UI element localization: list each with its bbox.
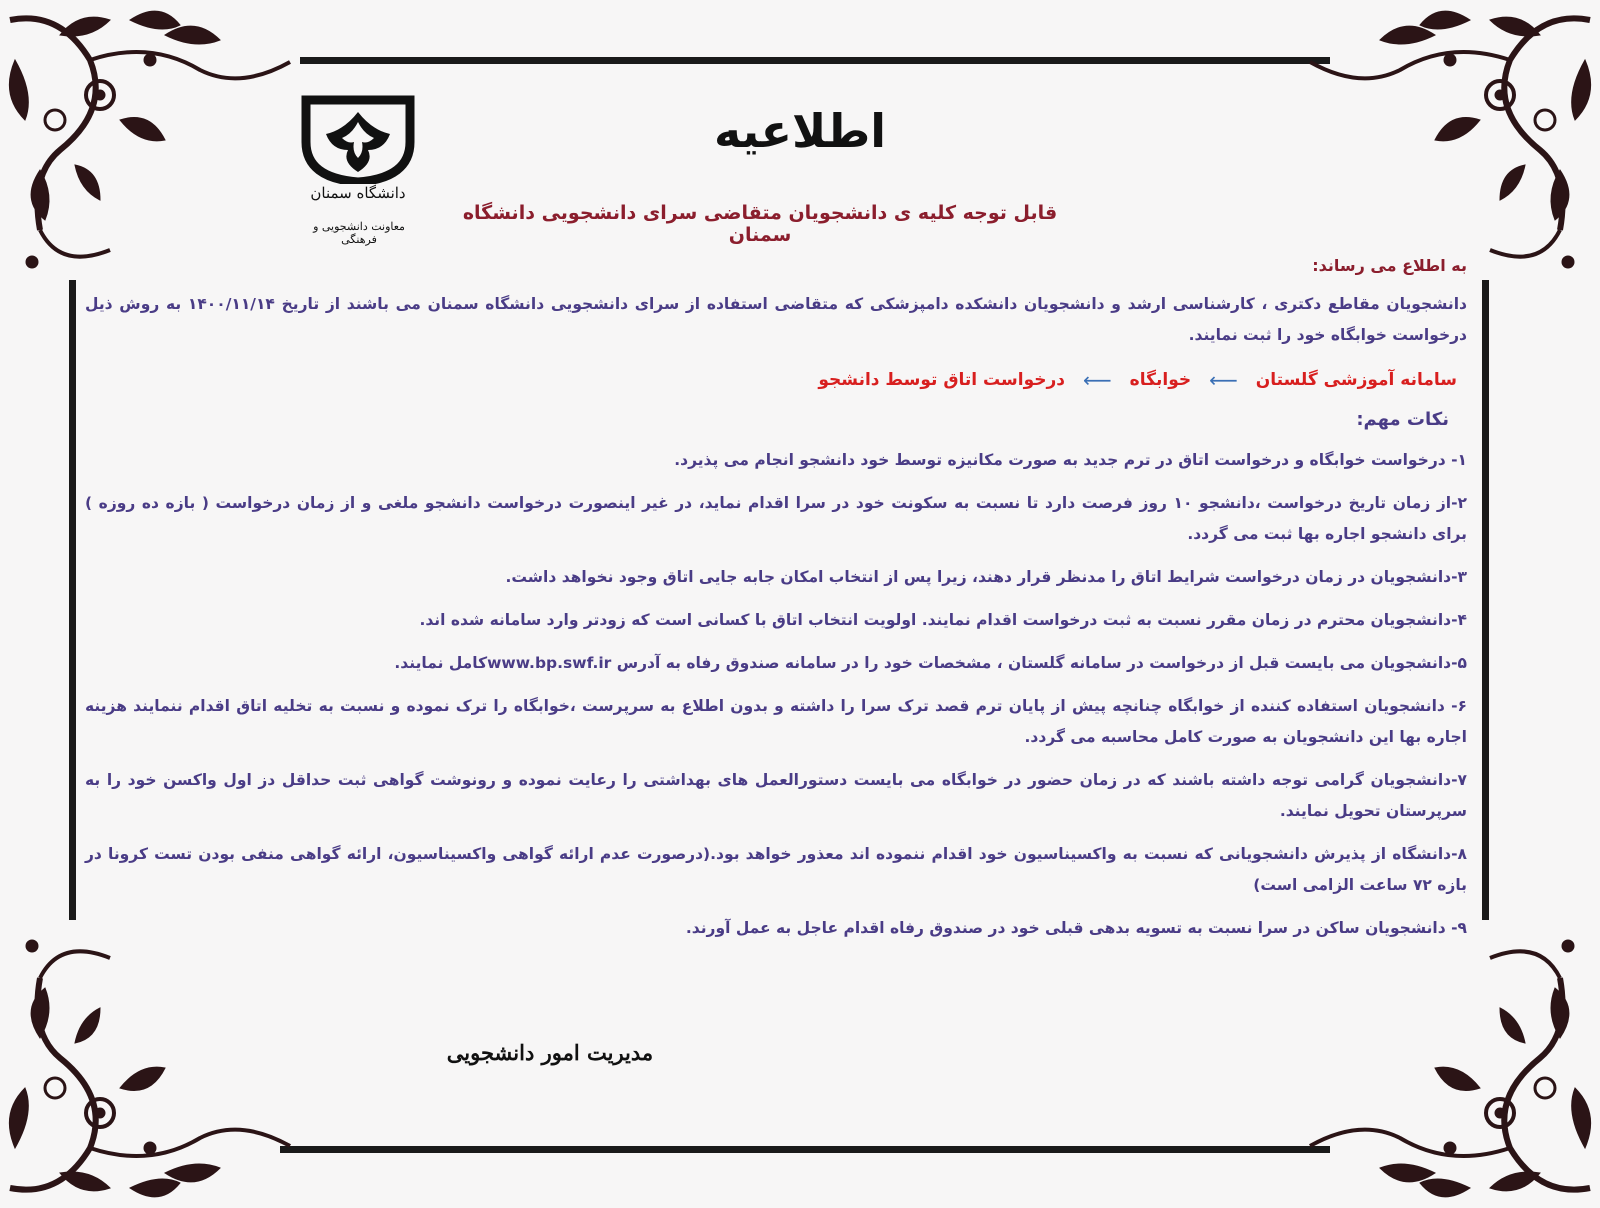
note-item: ۶- دانشجویان استفاده کننده از خوابگاه چنانچه پیش از پایان ترم قصد ترک سرا را داشته و بدون اطلاع به سرپرست ،خوابگاه را ترک نموده و نسبت به تخلیه اتاق اقدام ننمایند هزینه اجاره بها این دانشجویان به صورت کامل محاسبه می گردد. (85, 697, 1467, 746)
note-item: ۲-از زمان تاریخ درخواست ،دانشجو ۱۰ روز فرصت دارد تا نسبت به سکونت خود در سرا اقدام نماید، در غیر اینصورت درخواست دانشجو ملغی و از زمان درخواست ( بازه ده روزه ) برای دانشجو اجاره بها ثبت می گردد. (85, 494, 1467, 543)
intro-paragraph: دانشجویان مقاطع دکتری ، کارشناسی ارشد و دانشجویان دانشکده دامپزشکی که متقاضی استفاده از سرای دانشجویی دانشگاه سمنان می باشند از تاریخ ۱۴۰۰/۱۱/۱۴ به روش ذیل درخواست خوابگاه خود را ثبت نمایند. (85, 295, 1468, 344)
arrow-left-icon: ⟵ (1083, 368, 1112, 392)
ornament-top-left (0, 0, 300, 290)
note-item: ۳-دانشجویان در زمان درخواست شرایط اتاق را مدنظر قرار دهند، زیرا پس از انتخاب امکان جابه جایی اتاق وجود نخواهد داشت. (505, 568, 1467, 586)
notes-heading: نکات مهم: (1356, 409, 1449, 430)
navigation-path (85, 365, 1457, 396)
page-subtitle: قابل توجه کلیه ی دانشجویان متقاضی سرای دانشجویی دانشگاه سمنان (462, 202, 1058, 246)
logo-university-name: دانشگاه سمنان (310, 184, 406, 202)
ornament-bottom-left (0, 918, 300, 1208)
note-item: ۹- دانشجویان ساکن در سرا نسبت به تسویه بدهی قبلی خود در صندوق رفاه اقدام عاجل به عمل آورند. (685, 919, 1467, 937)
intro-text: به اطلاع می رساند: (1312, 256, 1467, 275)
frame-right-line (1482, 280, 1489, 920)
note-item: ۸-دانشگاه از پذیرش دانشجویانی که نسبت به واکسیناسیون خود اقدام ننموده اند معذور خواهد بود.(درصورت عدم ارائه گواهی واکسیناسیون، ارائه گواهی منفی بودن تست کرونا در بازه ۷۲ ساعت الزامی است) (85, 845, 1467, 894)
note-item: ۷-دانشجویان گرامی توجه داشته باشند که در زمان حضور در خوابگاه می بایست دستورالعمل های بهداشتی را رعایت نموده و رونوشت گواهی ثبت حداقل دز اول واکسن خود را به سرپرستان تحویل نمایند. (85, 771, 1467, 820)
path-step-room-request: درخواست اتاق توسط دانشجو (818, 370, 1065, 390)
path-step-dormitory: خوابگاه (1129, 370, 1192, 390)
university-emblem-icon (296, 92, 420, 184)
ornament-bottom-right (1300, 918, 1600, 1208)
announcement-body (85, 250, 1467, 956)
signature: مدیریت امور دانشجویی (446, 1040, 654, 1065)
university-logo (296, 92, 426, 252)
floral-ornament-icon (1300, 0, 1600, 290)
floral-ornament-icon (0, 918, 300, 1208)
note-item: ۵-دانشجویان می بایست قبل از درخواست در سامانه گلستان ، مشخصات خود را در سامانه صندوق رفاه به آدرس www.bp.swf.irکامل نمایند. (394, 654, 1467, 672)
floral-ornament-icon (1300, 918, 1600, 1208)
frame-bottom-line (280, 1146, 1330, 1153)
logo-department: معاونت دانشجویی و فرهنگی (313, 220, 405, 246)
note-item: ۱- درخواست خوابگاه و درخواست اتاق در ترم جدید به صورت مکانیزه توسط خود دانشجو انجام می پذیرد. (674, 451, 1467, 469)
arrow-left-icon: ⟵ (1209, 368, 1238, 392)
floral-ornament-icon (0, 0, 300, 290)
frame-left-line (69, 280, 76, 920)
path-step-golestan: سامانه آموزشی گلستان (1255, 370, 1457, 390)
page-title: اطلاعیه (713, 104, 887, 158)
frame-top-line (300, 57, 1330, 64)
note-item: ۴-دانشجویان محترم در زمان مقرر نسبت به ثبت درخواست اقدام نمایند. اولویت انتخاب اتاق با کسانی است که زودتر وارد سامانه شده اند. (419, 611, 1467, 629)
ornament-top-right (1300, 0, 1600, 290)
